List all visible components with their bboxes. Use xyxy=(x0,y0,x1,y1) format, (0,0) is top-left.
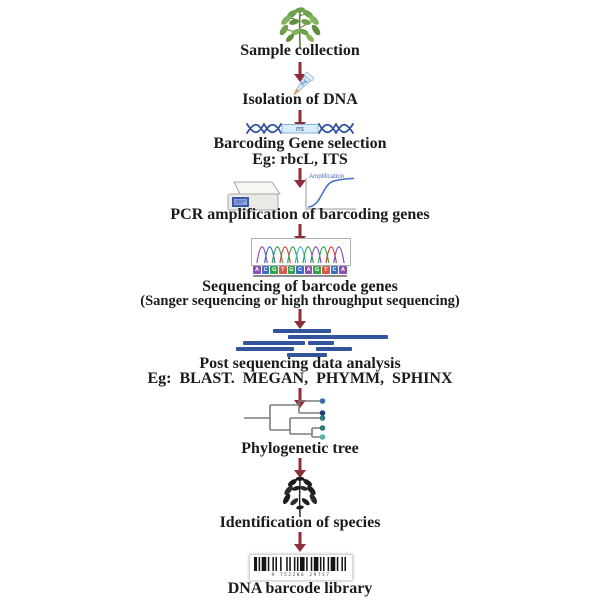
alignment-read-bar xyxy=(273,329,331,333)
step-label-sequencing: Sequencing of barcode genes xyxy=(202,278,398,295)
plant-silhouette-icon xyxy=(278,475,322,517)
barcode-icon xyxy=(249,554,353,581)
base-call-square: A xyxy=(306,267,311,273)
step-label-pcr: PCR amplification of barcoding genes xyxy=(170,206,430,223)
base-call-square: T xyxy=(279,266,287,274)
base-call-square: G xyxy=(289,267,294,273)
base-call-row xyxy=(253,266,347,274)
base-call-square: T xyxy=(322,266,330,274)
step-label-sample-collection: Sample collection xyxy=(240,42,360,59)
base-call-square: A xyxy=(340,267,345,273)
phylogenetic-tree-icon xyxy=(240,396,330,442)
barcode-digits: 9 752286 29757 xyxy=(271,573,331,578)
alignment-read-bar xyxy=(243,341,305,345)
base-call-square: A xyxy=(255,267,260,273)
alignment-read-bar xyxy=(288,335,388,339)
step-label-gene-selection: Barcoding Gene selection xyxy=(213,135,387,152)
chromatogram-icon xyxy=(251,238,351,266)
step-label-analysis: Post sequencing data analysis xyxy=(199,355,401,372)
step-sublabel-gene-examples: Eg: rbcL, ITS xyxy=(252,151,348,168)
step-label-library: DNA barcode library xyxy=(227,580,373,597)
down-arrow-icon xyxy=(292,309,308,329)
alignment-read-bar xyxy=(236,347,294,351)
step-sublabel-analysis-tools: Eg: BLAST. MEGAN, PHYMM, SPHINX xyxy=(147,370,453,387)
base-row-underline xyxy=(253,275,347,277)
step-label-phylo-tree: Phylogenetic tree xyxy=(241,440,359,457)
step-label-dna-isolation: Isolation of DNA xyxy=(242,91,358,108)
base-call-square: C xyxy=(332,267,337,273)
step-label-identification: Identification of species xyxy=(219,514,381,531)
base-call-square: C xyxy=(298,267,302,273)
step-sublabel-sequencing: (Sanger sequencing or high throughput sequencing) xyxy=(140,293,460,309)
alignment-read-bar xyxy=(316,347,352,351)
base-call-square: C xyxy=(263,267,268,273)
gene-box-label: ITS xyxy=(296,127,304,133)
amplification-plot-label: Amplification xyxy=(309,173,345,180)
base-call-square: G xyxy=(272,267,277,273)
alignment-read-bar xyxy=(308,341,334,345)
base-call-square: G xyxy=(315,267,320,273)
down-arrow-icon xyxy=(292,532,308,552)
